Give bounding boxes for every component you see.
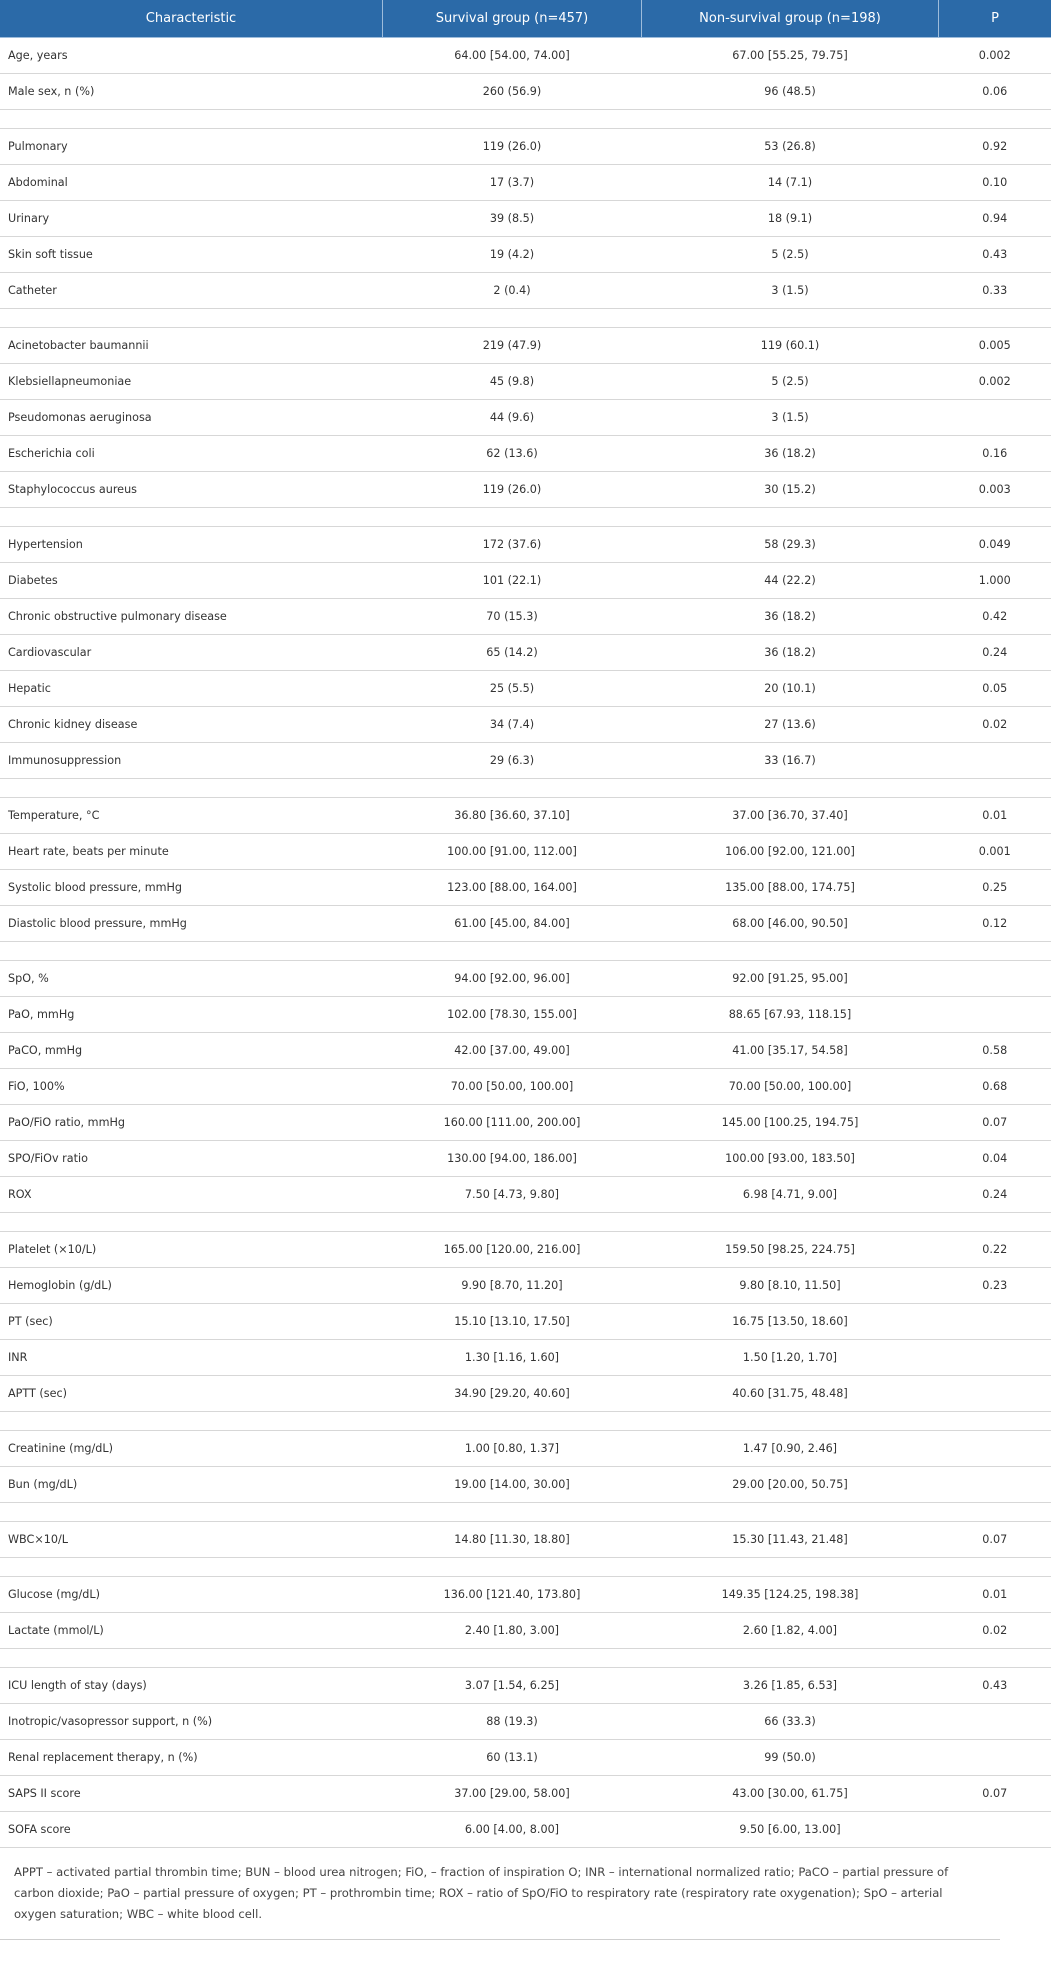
non-survival-cell: 149.35 [124.25, 198.38] — [642, 1577, 939, 1613]
survival-cell: 34.90 [29.20, 40.60] — [383, 1376, 642, 1412]
non-survival-cell: 9.50 [6.00, 13.00] — [642, 1812, 939, 1848]
non-survival-cell: 68.00 [46.00, 90.50] — [642, 906, 939, 942]
non-survival-cell: 27 (13.6) — [642, 707, 939, 743]
non-survival-cell: 41.00 [35.17, 54.58] — [642, 1033, 939, 1069]
p-value-cell — [939, 1304, 1051, 1340]
characteristic-cell: Urinary — [0, 201, 383, 237]
survival-cell: 88 (19.3) — [383, 1704, 642, 1740]
table-row — [0, 798, 1051, 834]
characteristic-cell: Chronic kidney disease — [0, 707, 383, 743]
survival-cell: 260 (56.9) — [383, 74, 642, 110]
survival-cell — [383, 1558, 642, 1577]
table-row — [0, 364, 1051, 400]
characteristic-cell: Escherichia coli — [0, 436, 383, 472]
p-value-cell: 0.01 — [939, 798, 1051, 834]
table-row — [0, 635, 1051, 671]
survival-cell: 165.00 [120.00, 216.00] — [383, 1232, 642, 1268]
p-value-cell: 0.002 — [939, 364, 1051, 400]
characteristic-cell: Bun (mg/dL) — [0, 1467, 383, 1503]
non-survival-cell: 96 (48.5) — [642, 74, 939, 110]
non-survival-cell — [642, 1649, 939, 1668]
survival-cell — [383, 779, 642, 798]
p-value-cell — [939, 1340, 1051, 1376]
characteristic-cell — [0, 1649, 383, 1668]
characteristic-cell: Hypertension — [0, 527, 383, 563]
table-row — [0, 834, 1051, 870]
non-survival-cell: 15.30 [11.43, 21.48] — [642, 1522, 939, 1558]
table-row — [0, 74, 1051, 110]
survival-cell: 219 (47.9) — [383, 328, 642, 364]
spacer-row — [0, 942, 1051, 961]
survival-cell: 19.00 [14.00, 30.00] — [383, 1467, 642, 1503]
p-value-cell: 0.07 — [939, 1776, 1051, 1812]
table-row — [0, 472, 1051, 508]
non-survival-cell — [642, 110, 939, 129]
p-value-cell: 0.10 — [939, 165, 1051, 201]
table-row — [0, 1105, 1051, 1141]
survival-cell: 7.50 [4.73, 9.80] — [383, 1177, 642, 1213]
non-survival-cell: 100.00 [93.00, 183.50] — [642, 1141, 939, 1177]
characteristic-cell: WBC×10/L — [0, 1522, 383, 1558]
header-characteristic: Characteristic — [0, 0, 383, 38]
table-row — [0, 1069, 1051, 1105]
spacer-row — [0, 1412, 1051, 1431]
p-value-cell — [939, 1740, 1051, 1776]
table-row — [0, 1577, 1051, 1613]
survival-cell: 15.10 [13.10, 17.50] — [383, 1304, 642, 1340]
p-value-cell — [939, 110, 1051, 129]
p-value-cell: 0.02 — [939, 1613, 1051, 1649]
non-survival-cell: 70.00 [50.00, 100.00] — [642, 1069, 939, 1105]
characteristic-cell — [0, 1558, 383, 1577]
p-value-cell — [939, 743, 1051, 779]
characteristic-cell: Glucose (mg/dL) — [0, 1577, 383, 1613]
survival-cell — [383, 508, 642, 527]
p-value-cell — [939, 1649, 1051, 1668]
characteristic-cell: Cardiovascular — [0, 635, 383, 671]
survival-cell: 136.00 [121.40, 173.80] — [383, 1577, 642, 1613]
non-survival-cell: 99 (50.0) — [642, 1740, 939, 1776]
p-value-cell: 0.12 — [939, 906, 1051, 942]
table-row — [0, 1467, 1051, 1503]
non-survival-cell: 36 (18.2) — [642, 635, 939, 671]
non-survival-cell: 14 (7.1) — [642, 165, 939, 201]
non-survival-cell: 43.00 [30.00, 61.75] — [642, 1776, 939, 1812]
characteristic-cell: SOFA score — [0, 1812, 383, 1848]
non-survival-cell: 20 (10.1) — [642, 671, 939, 707]
table-row — [0, 1776, 1051, 1812]
p-value-cell: 0.43 — [939, 237, 1051, 273]
non-survival-cell: 36 (18.2) — [642, 599, 939, 635]
p-value-cell: 1.000 — [939, 563, 1051, 599]
spacer-row — [0, 309, 1051, 328]
characteristic-cell — [0, 942, 383, 961]
spacer-row — [0, 779, 1051, 798]
non-survival-cell: 44 (22.2) — [642, 563, 939, 599]
characteristic-cell: APTT (sec) — [0, 1376, 383, 1412]
p-value-cell: 0.05 — [939, 671, 1051, 707]
p-value-cell: 0.43 — [939, 1668, 1051, 1704]
non-survival-cell: 6.98 [4.71, 9.00] — [642, 1177, 939, 1213]
table-row — [0, 1340, 1051, 1376]
p-value-cell: 0.002 — [939, 38, 1051, 74]
survival-cell: 160.00 [111.00, 200.00] — [383, 1105, 642, 1141]
survival-cell — [383, 110, 642, 129]
non-survival-cell: 145.00 [100.25, 194.75] — [642, 1105, 939, 1141]
table-header — [0, 0, 1051, 38]
table-row — [0, 129, 1051, 165]
table-row — [0, 1522, 1051, 1558]
p-value-cell: 0.07 — [939, 1522, 1051, 1558]
characteristic-cell: Lactate (mmol/L) — [0, 1613, 383, 1649]
header-survival-group: Survival group (n=457) — [383, 0, 642, 38]
survival-cell — [383, 942, 642, 961]
characteristic-cell: PaO, mmHg — [0, 997, 383, 1033]
characteristic-cell: Systolic blood pressure, mmHg — [0, 870, 383, 906]
characteristic-cell: Hepatic — [0, 671, 383, 707]
characteristic-cell: Age, years — [0, 38, 383, 74]
characteristic-cell: Abdominal — [0, 165, 383, 201]
p-value-cell — [939, 400, 1051, 436]
survival-cell: 36.80 [36.60, 37.10] — [383, 798, 642, 834]
table-body — [0, 38, 1051, 1848]
p-value-cell — [939, 1431, 1051, 1467]
characteristic-cell: Pseudomonas aeruginosa — [0, 400, 383, 436]
characteristic-cell — [0, 508, 383, 527]
table-row — [0, 1812, 1051, 1848]
characteristic-cell: Creatinine (mg/dL) — [0, 1431, 383, 1467]
non-survival-cell: 3 (1.5) — [642, 400, 939, 436]
survival-cell: 19 (4.2) — [383, 237, 642, 273]
p-value-cell: 0.23 — [939, 1268, 1051, 1304]
characteristic-cell — [0, 1503, 383, 1522]
spacer-row — [0, 1558, 1051, 1577]
characteristic-cell: Staphylococcus aureus — [0, 472, 383, 508]
survival-cell: 2 (0.4) — [383, 273, 642, 309]
p-value-cell — [939, 1467, 1051, 1503]
characteristic-cell: Skin soft tissue — [0, 237, 383, 273]
header-row — [0, 0, 1051, 38]
characteristic-cell: Klebsiellapneumoniae — [0, 364, 383, 400]
p-value-cell — [939, 1213, 1051, 1232]
non-survival-cell: 119 (60.1) — [642, 328, 939, 364]
non-survival-cell — [642, 309, 939, 328]
survival-cell: 6.00 [4.00, 8.00] — [383, 1812, 642, 1848]
p-value-cell: 0.24 — [939, 1177, 1051, 1213]
survival-cell: 37.00 [29.00, 58.00] — [383, 1776, 642, 1812]
non-survival-cell: 3 (1.5) — [642, 273, 939, 309]
non-survival-cell — [642, 779, 939, 798]
characteristic-cell: Temperature, °C — [0, 798, 383, 834]
survival-cell: 64.00 [54.00, 74.00] — [383, 38, 642, 74]
characteristic-cell: Male sex, n (%) — [0, 74, 383, 110]
p-value-cell: 0.005 — [939, 328, 1051, 364]
survival-cell: 14.80 [11.30, 18.80] — [383, 1522, 642, 1558]
survival-cell: 29 (6.3) — [383, 743, 642, 779]
survival-cell: 61.00 [45.00, 84.00] — [383, 906, 642, 942]
survival-cell: 65 (14.2) — [383, 635, 642, 671]
table-row — [0, 870, 1051, 906]
table-row — [0, 1704, 1051, 1740]
survival-cell — [383, 1503, 642, 1522]
non-survival-cell — [642, 1558, 939, 1577]
p-value-cell: 0.24 — [939, 635, 1051, 671]
survival-cell — [383, 1213, 642, 1232]
p-value-cell — [939, 1558, 1051, 1577]
p-value-cell: 0.04 — [939, 1141, 1051, 1177]
table-row — [0, 671, 1051, 707]
non-survival-cell: 67.00 [55.25, 79.75] — [642, 38, 939, 74]
table-footnote: APPT – activated partial thrombin time; BUN – blood urea nitrogen; FiO, – fraction of inspiration O; INR – international normalized ratio; PaCO – partial pressure of carbon dioxide; PaO – partial pressure of oxygen; PT – prothrombin time; ROX – ratio of SpO/FiO to respiratory rate (respiratory rate oxygenation); SpO – arterial oxygen saturation; WBC – white blood cell. — [0, 1848, 1000, 1940]
characteristic-cell: INR — [0, 1340, 383, 1376]
p-value-cell: 0.58 — [939, 1033, 1051, 1069]
survival-cell: 119 (26.0) — [383, 129, 642, 165]
p-value-cell — [939, 508, 1051, 527]
table-row — [0, 1304, 1051, 1340]
characteristic-cell: Chronic obstructive pulmonary disease — [0, 599, 383, 635]
non-survival-cell: 2.60 [1.82, 4.00] — [642, 1613, 939, 1649]
survival-cell: 42.00 [37.00, 49.00] — [383, 1033, 642, 1069]
survival-cell — [383, 309, 642, 328]
survival-cell: 9.90 [8.70, 11.20] — [383, 1268, 642, 1304]
characteristic-cell: FiO, 100% — [0, 1069, 383, 1105]
characteristic-cell: SAPS II score — [0, 1776, 383, 1812]
table-row — [0, 237, 1051, 273]
non-survival-cell: 135.00 [88.00, 174.75] — [642, 870, 939, 906]
p-value-cell — [939, 1412, 1051, 1431]
non-survival-cell — [642, 508, 939, 527]
table-row — [0, 1268, 1051, 1304]
survival-cell: 17 (3.7) — [383, 165, 642, 201]
non-survival-cell: 5 (2.5) — [642, 364, 939, 400]
characteristic-cell: Platelet (×10/L) — [0, 1232, 383, 1268]
non-survival-cell: 58 (29.3) — [642, 527, 939, 563]
table-row — [0, 1668, 1051, 1704]
non-survival-cell: 33 (16.7) — [642, 743, 939, 779]
survival-cell: 44 (9.6) — [383, 400, 642, 436]
survival-cell: 94.00 [92.00, 96.00] — [383, 961, 642, 997]
survival-cell: 34 (7.4) — [383, 707, 642, 743]
table-row — [0, 436, 1051, 472]
p-value-cell: 0.001 — [939, 834, 1051, 870]
survival-cell: 172 (37.6) — [383, 527, 642, 563]
p-value-cell: 0.01 — [939, 1577, 1051, 1613]
characteristic-cell: Hemoglobin (g/dL) — [0, 1268, 383, 1304]
table-row — [0, 165, 1051, 201]
survival-cell: 39 (8.5) — [383, 201, 642, 237]
spacer-row — [0, 1503, 1051, 1522]
characteristic-cell: PaCO, mmHg — [0, 1033, 383, 1069]
non-survival-cell: 29.00 [20.00, 50.75] — [642, 1467, 939, 1503]
p-value-cell — [939, 1503, 1051, 1522]
table-row — [0, 328, 1051, 364]
p-value-cell — [939, 997, 1051, 1033]
non-survival-cell: 9.80 [8.10, 11.50] — [642, 1268, 939, 1304]
table-row — [0, 961, 1051, 997]
non-survival-cell — [642, 1213, 939, 1232]
non-survival-cell: 18 (9.1) — [642, 201, 939, 237]
survival-cell — [383, 1412, 642, 1431]
characteristic-cell: Renal replacement therapy, n (%) — [0, 1740, 383, 1776]
p-value-cell: 0.25 — [939, 870, 1051, 906]
survival-cell: 3.07 [1.54, 6.25] — [383, 1668, 642, 1704]
table-row — [0, 527, 1051, 563]
p-value-cell: 0.68 — [939, 1069, 1051, 1105]
characteristic-cell: Diabetes — [0, 563, 383, 599]
survival-cell: 62 (13.6) — [383, 436, 642, 472]
p-value-cell: 0.94 — [939, 201, 1051, 237]
survival-cell: 100.00 [91.00, 112.00] — [383, 834, 642, 870]
non-survival-cell: 159.50 [98.25, 224.75] — [642, 1232, 939, 1268]
characteristic-cell: PT (sec) — [0, 1304, 383, 1340]
p-value-cell — [939, 1812, 1051, 1848]
p-value-cell: 0.33 — [939, 273, 1051, 309]
p-value-cell: 0.003 — [939, 472, 1051, 508]
p-value-cell: 0.42 — [939, 599, 1051, 635]
p-value-cell — [939, 961, 1051, 997]
characteristic-cell: Diastolic blood pressure, mmHg — [0, 906, 383, 942]
table-row — [0, 1033, 1051, 1069]
survival-cell — [383, 1649, 642, 1668]
non-survival-cell — [642, 1412, 939, 1431]
survival-cell: 60 (13.1) — [383, 1740, 642, 1776]
table-row — [0, 1141, 1051, 1177]
characteristic-cell: Inotropic/vasopressor support, n (%) — [0, 1704, 383, 1740]
spacer-row — [0, 1213, 1051, 1232]
table-row — [0, 1431, 1051, 1467]
characteristic-cell: Immunosuppression — [0, 743, 383, 779]
non-survival-cell: 3.26 [1.85, 6.53] — [642, 1668, 939, 1704]
p-value-cell: 0.02 — [939, 707, 1051, 743]
non-survival-cell: 40.60 [31.75, 48.48] — [642, 1376, 939, 1412]
p-value-cell: 0.049 — [939, 527, 1051, 563]
survival-cell: 119 (26.0) — [383, 472, 642, 508]
spacer-row — [0, 110, 1051, 129]
non-survival-cell: 106.00 [92.00, 121.00] — [642, 834, 939, 870]
p-value-cell — [939, 1704, 1051, 1740]
survival-cell: 70 (15.3) — [383, 599, 642, 635]
p-value-cell: 0.92 — [939, 129, 1051, 165]
non-survival-cell: 36 (18.2) — [642, 436, 939, 472]
survival-cell: 102.00 [78.30, 155.00] — [383, 997, 642, 1033]
non-survival-cell: 1.50 [1.20, 1.70] — [642, 1340, 939, 1376]
survival-cell: 25 (5.5) — [383, 671, 642, 707]
survival-cell: 70.00 [50.00, 100.00] — [383, 1069, 642, 1105]
p-value-cell: 0.16 — [939, 436, 1051, 472]
non-survival-cell: 53 (26.8) — [642, 129, 939, 165]
survival-cell: 1.30 [1.16, 1.60] — [383, 1340, 642, 1376]
non-survival-cell: 16.75 [13.50, 18.60] — [642, 1304, 939, 1340]
non-survival-cell: 37.00 [36.70, 37.40] — [642, 798, 939, 834]
table-row — [0, 38, 1051, 74]
p-value-cell: 0.22 — [939, 1232, 1051, 1268]
survival-cell: 2.40 [1.80, 3.00] — [383, 1613, 642, 1649]
non-survival-cell: 30 (15.2) — [642, 472, 939, 508]
header-p-value: P — [939, 0, 1051, 38]
table-row — [0, 563, 1051, 599]
characteristic-cell: ICU length of stay (days) — [0, 1668, 383, 1704]
characteristic-cell: SPO/FiOv ratio — [0, 1141, 383, 1177]
characteristic-cell: PaO/FiO ratio, mmHg — [0, 1105, 383, 1141]
characteristic-cell — [0, 1213, 383, 1232]
non-survival-cell: 5 (2.5) — [642, 237, 939, 273]
characteristic-cell: Heart rate, beats per minute — [0, 834, 383, 870]
characteristic-cell: Catheter — [0, 273, 383, 309]
header-non-survival-group: Non-survival group (n=198) — [642, 0, 939, 38]
table-row — [0, 201, 1051, 237]
table-row — [0, 1376, 1051, 1412]
table-row — [0, 599, 1051, 635]
table-row — [0, 400, 1051, 436]
characteristic-cell — [0, 110, 383, 129]
survival-cell: 1.00 [0.80, 1.37] — [383, 1431, 642, 1467]
table-row — [0, 1740, 1051, 1776]
p-value-cell — [939, 942, 1051, 961]
table-row — [0, 707, 1051, 743]
table-row — [0, 997, 1051, 1033]
table-row — [0, 1613, 1051, 1649]
non-survival-cell — [642, 1503, 939, 1522]
non-survival-cell: 92.00 [91.25, 95.00] — [642, 961, 939, 997]
survival-cell: 45 (9.8) — [383, 364, 642, 400]
survival-cell: 130.00 [94.00, 186.00] — [383, 1141, 642, 1177]
spacer-row — [0, 508, 1051, 527]
characteristic-cell: SpO, % — [0, 961, 383, 997]
characteristic-cell — [0, 1412, 383, 1431]
spacer-row — [0, 1649, 1051, 1668]
characteristic-cell: Pulmonary — [0, 129, 383, 165]
p-value-cell — [939, 779, 1051, 798]
survival-cell: 101 (22.1) — [383, 563, 642, 599]
non-survival-cell: 66 (33.3) — [642, 1704, 939, 1740]
table-row — [0, 743, 1051, 779]
characteristic-cell — [0, 309, 383, 328]
p-value-cell — [939, 1376, 1051, 1412]
survival-cell: 123.00 [88.00, 164.00] — [383, 870, 642, 906]
non-survival-cell: 88.65 [67.93, 118.15] — [642, 997, 939, 1033]
table-row — [0, 1232, 1051, 1268]
p-value-cell: 0.06 — [939, 74, 1051, 110]
p-value-cell: 0.07 — [939, 1105, 1051, 1141]
table-row — [0, 273, 1051, 309]
p-value-cell — [939, 309, 1051, 328]
non-survival-cell — [642, 942, 939, 961]
characteristic-cell — [0, 779, 383, 798]
table-row — [0, 1177, 1051, 1213]
characteristic-cell: ROX — [0, 1177, 383, 1213]
non-survival-cell: 1.47 [0.90, 2.46] — [642, 1431, 939, 1467]
table-row — [0, 906, 1051, 942]
characteristic-cell: Acinetobacter baumannii — [0, 328, 383, 364]
